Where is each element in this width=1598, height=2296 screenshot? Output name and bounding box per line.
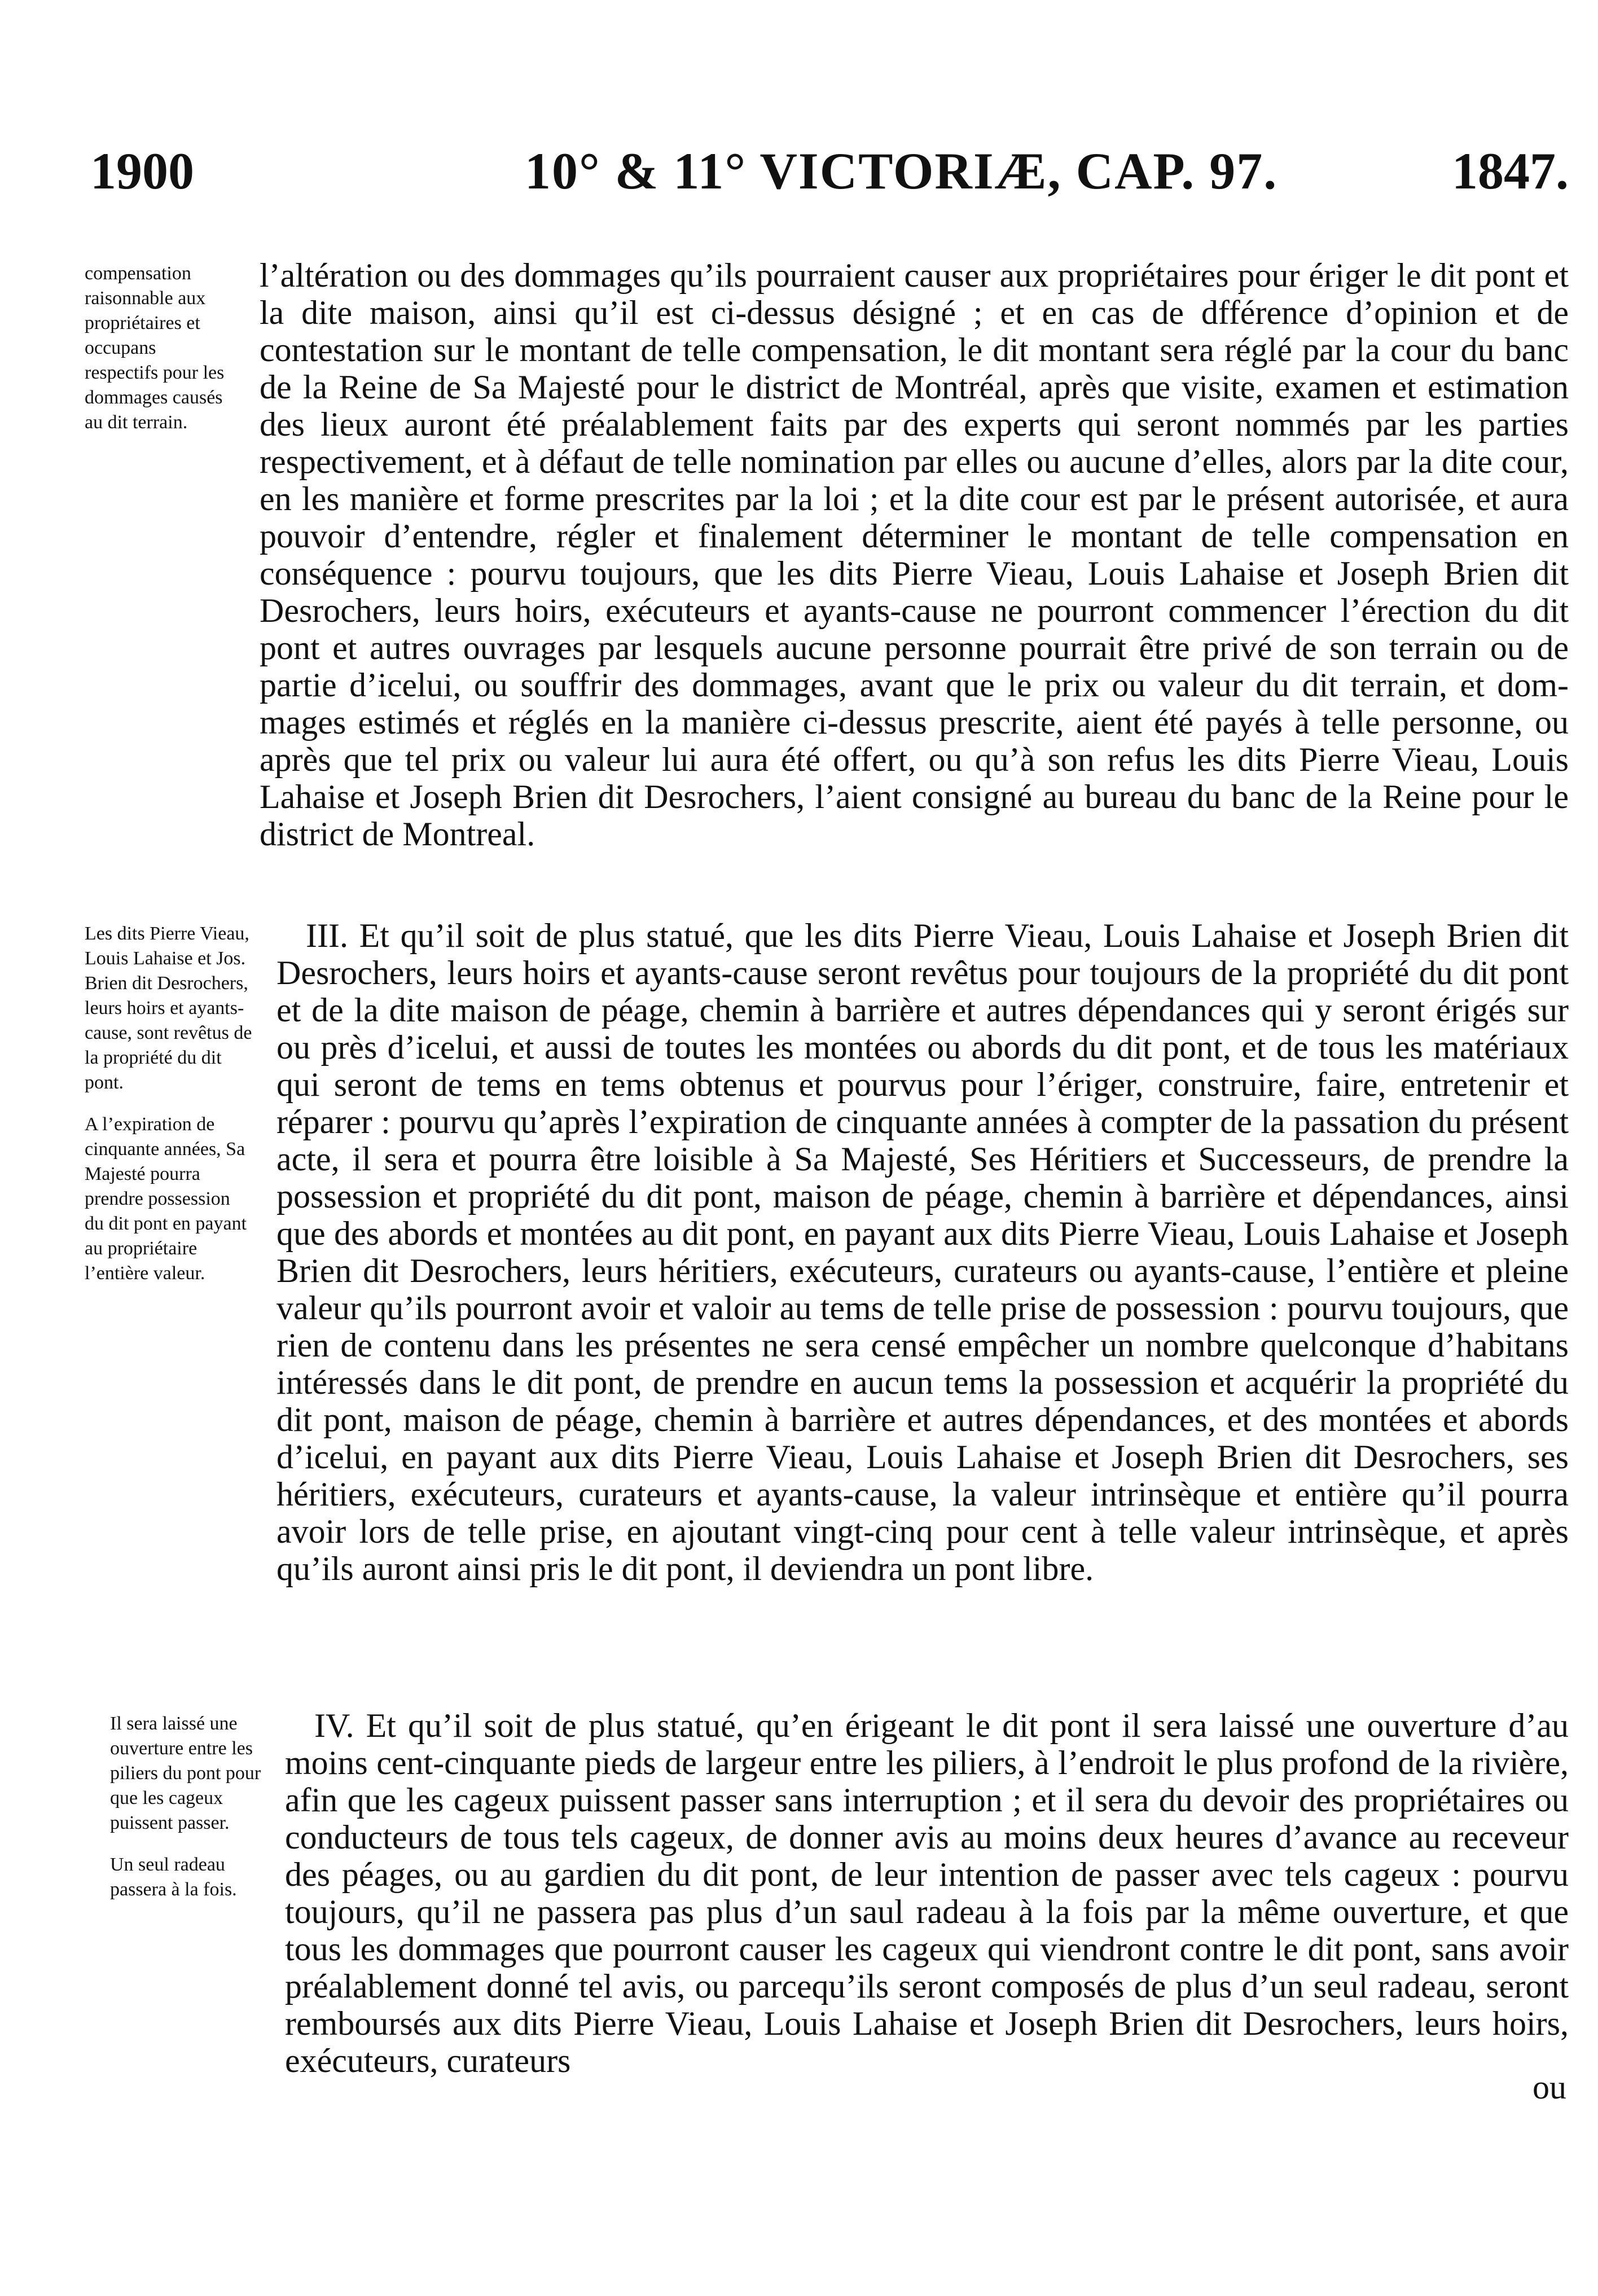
margin-note: Il sera laissé une ouverture entre les piliers du pont pour que les cageux puissent passer. bbox=[110, 1713, 261, 1833]
page-number: 1900 bbox=[90, 142, 194, 200]
paragraph-body bbox=[260, 257, 1569, 853]
paragraph-text: Et qu’il soit de plus statué, qu’en érigeant le dit pont il sera laissé une ouverture d’au moins cent-cinquante pieds de largeur entre les piliers, à l’endroit le plus profond de la rivière, afin que les cageux puissent passer sans interruption ; et il sera du devoir des propriétaires ou conducteurs de tous tels cageux, de donner avis au moins deux heures d’avance au receveur des péages, ou au gardien du dit pont, de leur intention de passer avec tels cageux : pourvu toujours, qu’il ne passera pas plus d’un saul radeau à la fois par la même ouverture, et que tous les dommages que pourront causer les cageux qui viendront contre le dit pont, sans avoir préalablement donné tel avis, ou parcequ’ils seront composés de plus d’un seul radeau, seront remboursés aux dits Pierre Vieau, Louis Lahaise et Joseph Brien dit Desrochers, leurs hoirs, exécuteurs, curateurs bbox=[285, 1707, 1569, 2079]
margin-note: Les dits Pierre Vieau, Louis Lahaise et Jos. Brien dit Desrochers, leurs hoirs et ayants-cause, sont revêtus de la propriété du dit pont. bbox=[85, 923, 252, 1093]
year: 1847. bbox=[1452, 142, 1569, 200]
margin-note: A l’expiration de cinquante années, Sa Majesté pourra prendre possession du dit pont en payant au propriétaire l’entière valeur. bbox=[85, 1114, 247, 1284]
catchword: ou bbox=[1533, 2069, 1566, 2106]
paragraph-text: l’altération ou des dommages qu’ils pourraient causer aux propriétaires pour ériger le dit pont et la dite maison, ainsi qu’il est ci-dessus désigné ; et en cas de dfférence d’opinion et de contestation sur le montant de telle compensation, le dit montant sera réglé par la cour du banc de la Reine de Sa Majesté pour le district de Montréal, après que visite, examen et estimation des lieux auront été préalablement faits par des experts qui seront nommés par les parties respectivement, et à défaut de telle nomination par elles ou aucune d’elles, alors par la dite cour, en les manière et forme prescrites par la loi ; et la dite cour est par le présent autorisée, et aura pouvoir d’entendre, régler et finalement déterminer le montant de telle compensation en conséquence : pourvu toujours, que les dits Pierre Vieau, Louis Lahaise et Joseph Brien dit Desrochers, leurs hoirs, exécuteurs et ayants-cause ne pourront commencer l’érection du dit pont et autres ouvrages par lesquels aucune personne pourrait être privé de son terrain ou de partie d’icelui, ou souffrir des dommages, avant que le prix ou valeur du dit terrain, et dommages estimés et réglés en la manière ci-dessus prescrite, aient été payés à telle personne, ou après que tel prix ou valeur lui aura été offert, ou qu’à son refus les dits Pierre Vieau, Louis Lahaise et Joseph Brien dit Desrochers, l’aient consigné au bureau du banc de la Reine pour le district de Montreal. bbox=[260, 257, 1569, 853]
margin-note-column bbox=[110, 1711, 268, 1919]
paragraph-body bbox=[276, 917, 1569, 1587]
margin-note: compensation raisonnable aux propriétaires et occupans respectifs pour les dommages causés au dit terrain. bbox=[85, 263, 225, 433]
paragraph-text: Et qu’il soit de plus statué, que les dits Pierre Vieau, Louis Lahaise et Joseph Brien dit Desrochers, leurs hoirs et ayants-cause seront revêtus pour toujours de la propriété du dit pont et de la dite maison de péage, chemin à barrière et autres dépendances qui y seront érigés sur ou près d’icelui, et aussi de toutes les montées ou abords du dit pont, et de tous les matériaux qui seront de tems en tems obtenus et pourvus pour l’ériger, construire, faire, entretenir et réparer : pourvu qu’après l’expiration de cinquante années à compter de la passation du présent acte, il sera et pourra être loisible à Sa Majesté, Ses Héritiers et Successeurs, de prendre la possession et propriété du dit pont, maison de péage, chemin à barrière et dépendances, ainsi que des abords et montées au dit pont, en payant aux dits Pierre Vieau, Louis Lahaise et Joseph Brien dit Desrochers, leurs héritiers, exécuteurs, curateurs ou ayants-cause, l’entière et pleine valeur qu’ils pourront avoir et valoir au tems de telle prise de possession : pourvu toujours, que rien de contenu dans les présentes ne sera censé empêcher un nombre quelconque d’habitans intéressés dans le dit pont, de prendre en aucun tems la possession et acquérir la propriété du dit pont, maison de péage, chemin à barrière et autres dépendances, et des montées et abords d’icelui, en payant aux dits Pierre Vieau, Louis Lahaise et Joseph Brien dit Desrochers, ses héritiers, exécuteurs, curateurs et ayants-cause, la valeur intrinsèque et entière qu’il pourra avoir lors de telle prise, en ajoutant vingt-cinq pour cent à telle valeur intrinsèque, et après qu’ils auront ainsi pris le dit pont, il deviendra un pont libre. bbox=[276, 917, 1569, 1587]
paragraph-body bbox=[285, 1707, 1569, 2079]
section-number: IV. bbox=[314, 1707, 354, 1744]
page-header bbox=[90, 141, 1569, 209]
margin-note-column bbox=[85, 921, 254, 1303]
running-title: 10° & 11° VICTORIÆ, CAP. 97. bbox=[525, 142, 1278, 200]
margin-note: Un seul radeau passera à la fois. bbox=[110, 1854, 237, 1900]
section-number: III. bbox=[306, 917, 348, 954]
margin-note-column bbox=[85, 261, 231, 452]
